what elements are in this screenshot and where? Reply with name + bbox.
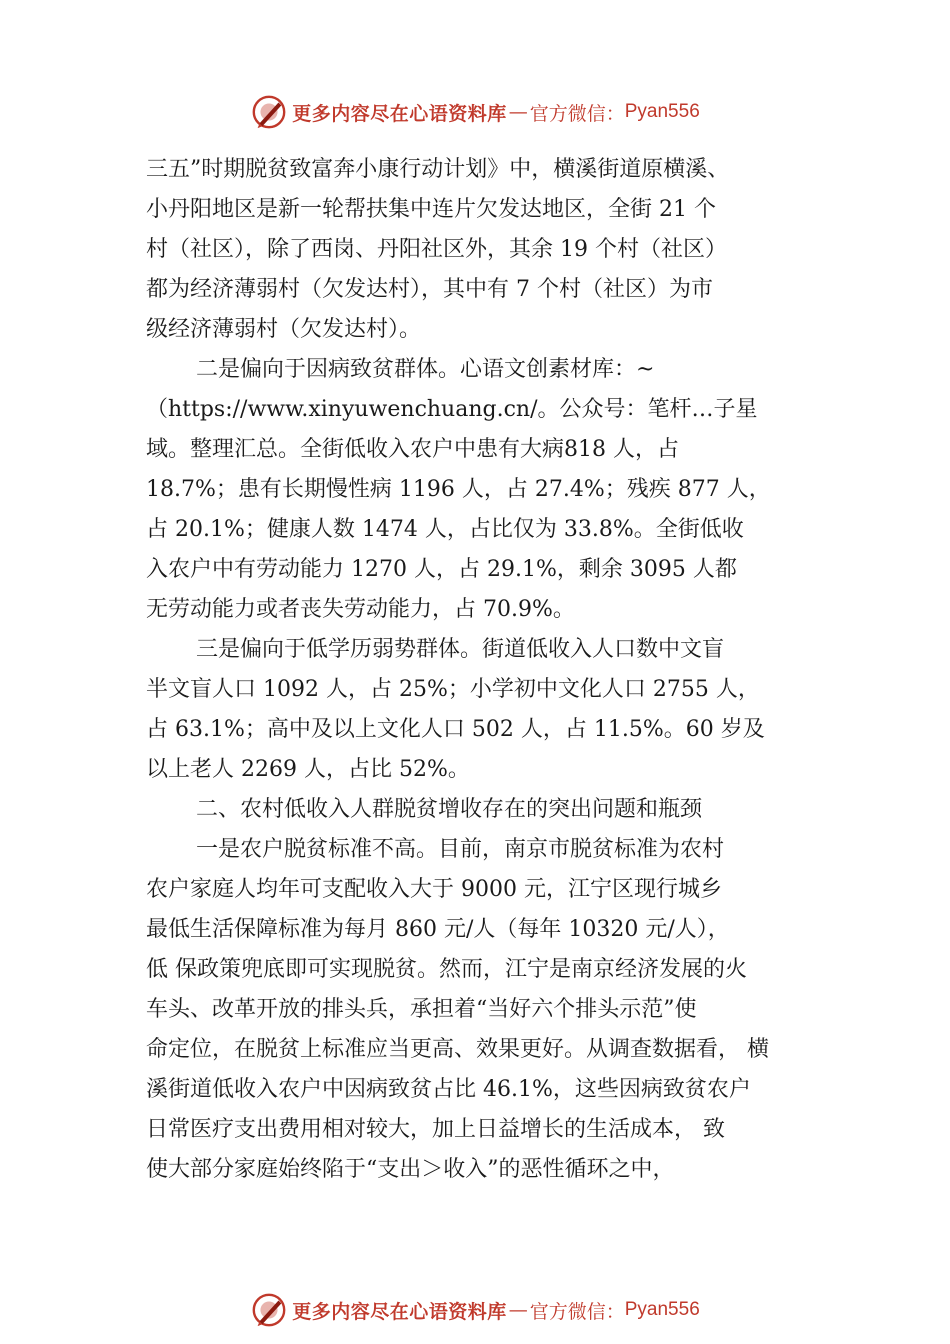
- paragraph-start-line: 一是农户脱贫标准不高。目前，南京市脱贫标准为农村: [196, 837, 725, 862]
- text-line: 三五”时期脱贫致富奔小康行动计划》中，横溪街道原横溪、: [146, 157, 730, 182]
- banner-weixin-label: 官方微信：: [529, 102, 625, 125]
- text-line: 命定位，在脱贫上标准应当更高、效果更好。从调查数据看， 横: [146, 1037, 769, 1062]
- pen-logo-icon: [250, 93, 288, 131]
- section-heading: 二、农村低收入人群脱贫增收存在的突出问题和瓶颈: [196, 797, 703, 822]
- banner-weixin-label: 官方微信：: [529, 1300, 625, 1323]
- text-line: 18.7%；患有长期慢性病 1196 人，占 27.4%；残疾 877 人，: [146, 477, 771, 502]
- banner-dash: —: [508, 1299, 528, 1321]
- text-line: 域。整理汇总。全街低收入农户中患有大病818 人，占: [146, 437, 679, 462]
- text-line: 日常医疗支出费用相对较大，加上日益增长的生活成本， 致: [146, 1117, 725, 1142]
- banner-weixin-id: Pyan556: [624, 1299, 700, 1320]
- text-line: 农户家庭人均年可支配收入大于 9000 元，江宁区现行城乡: [146, 877, 722, 902]
- banner-title: 更多内容尽在心语资料库: [292, 102, 507, 125]
- banner-dash: —: [508, 101, 528, 123]
- text-line: 占 20.1%；健康人数 1474 人，占比仅为 33.8%。全街低收: [146, 517, 744, 542]
- text-line: 都为经济薄弱村（欠发达村），其中有 7 个村（社区）为市: [146, 277, 713, 302]
- text-line: 以上老人 2269 人，占比 52%。: [146, 757, 470, 782]
- text-line: 使大部分家庭始终陷于“支出＞收入”的恶性循环之中，: [146, 1157, 675, 1182]
- text-line: 小丹阳地区是新一轮帮扶集中连片欠发达地区，全街 21 个: [146, 197, 716, 222]
- text-line: 占 63.1%；高中及以上文化人口 502 人，占 11.5%。60 岁及: [146, 717, 765, 742]
- banner-title: 更多内容尽在心语资料库: [292, 1300, 507, 1323]
- text-line: 级经济薄弱村（欠发达村）。: [146, 317, 422, 342]
- text-line: 溪街道低收入农户中因病致贫占比 46.1%，这些因病致贫农户: [146, 1077, 751, 1102]
- footer-banner: [0, 1290, 950, 1330]
- paragraph-start-line: 二是偏向于因病致贫群体。心语文创素材库：~: [196, 357, 655, 382]
- text-line: 低 保政策兜底即可实现脱贫。然而，江宁是南京经济发展的火: [146, 957, 747, 982]
- text-line: 村（社区），除了西岗、丹阳社区外，其余 19 个村（社区）: [146, 237, 727, 262]
- text-line: 入农户中有劳动能力 1270 人，占 29.1%，剩余 3095 人都: [146, 557, 737, 582]
- document-body: [146, 150, 826, 1190]
- text-line: 半文盲人口 1092 人，占 25%；小学初中文化人口 2755 人，: [146, 677, 760, 702]
- text-line: （https://www.xinyuwenchuang.cn/。公众号：笔杆…子星: [146, 397, 758, 422]
- header-banner: [0, 92, 950, 132]
- text-line: 车头、改革开放的排头兵，承担着“当好六个排头示范”使: [146, 997, 697, 1022]
- paragraph-start-line: 三是偏向于低学历弱势群体。街道低收入人口数中文盲: [196, 637, 725, 662]
- pen-logo-icon: [250, 1291, 288, 1329]
- banner-weixin-id: Pyan556: [624, 101, 700, 122]
- text-line: 最低生活保障标准为每月 860 元/人（每年 10320 元/人），: [146, 917, 730, 942]
- text-line: 无劳动能力或者丧失劳动能力，占 70.9%。: [146, 597, 575, 622]
